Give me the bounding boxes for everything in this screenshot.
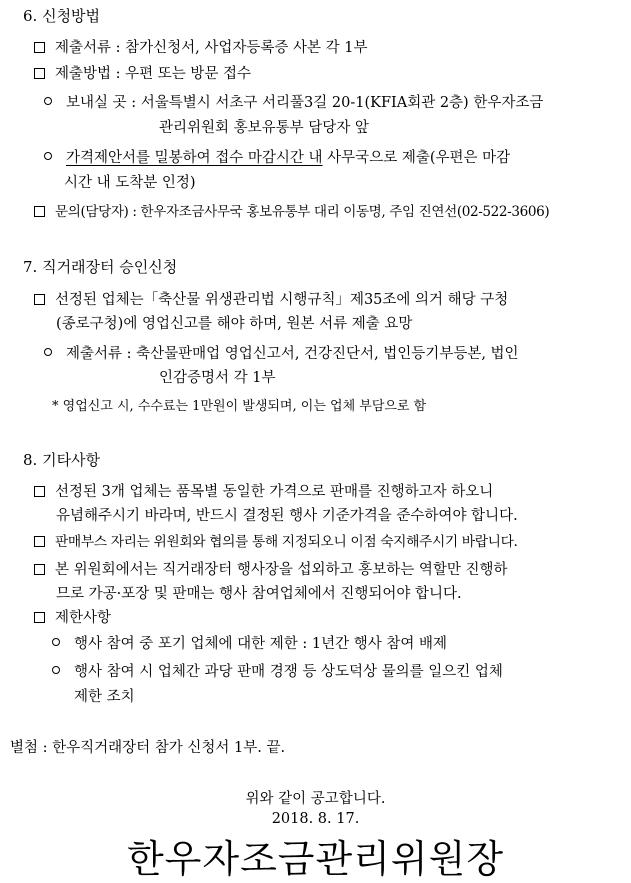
issuer-signature: 한우자조금관리위원장: [126, 837, 505, 881]
s8-item1: 선정된 3개 업체는 품목별 동일한 가격으로 판매를 진행하고자 하오니: [34, 482, 493, 502]
s6-address-cont: 관리위원회 홍보유통부 담당자 앞: [159, 120, 369, 136]
checkbox-square-icon: [34, 294, 45, 305]
s7-docs: 제출서류 : 축산물판매업 영업신고서, 건강진단서, 법인등기부등본, 법인: [44, 344, 519, 364]
s7-item1-cont: (종로구청)에 영업신고를 해야 하며, 원본 서류 제출 요망: [56, 316, 413, 332]
circle-bullet-icon: [44, 152, 52, 160]
section-8-title: 8. 기타사항: [23, 451, 101, 469]
circle-bullet-icon: [52, 666, 60, 674]
s8-item1-cont: 유념해주시기 바라며, 반드시 결정된 행사 기준가격을 준수하여야 합니다.: [56, 508, 518, 524]
circle-bullet-icon: [44, 97, 52, 105]
checkbox-square-icon: [34, 486, 45, 497]
s8-item3-cont: 므로 가공·포장 및 판매는 행사 참여업체에서 진행되어야 합니다.: [56, 586, 462, 602]
notice-date: 2018. 8. 17.: [271, 811, 360, 827]
s6-submit-method: 제출방법 : 우편 또는 방문 접수: [34, 64, 251, 84]
s8-item3: 본 위원회에서는 직거래장터 행사장을 섭외하고 홍보하는 역할만 진행하: [34, 560, 507, 580]
circle-bullet-icon: [52, 638, 60, 646]
s8-limit2-cont: 제한 조치: [74, 689, 135, 705]
checkbox-square-icon: [34, 564, 45, 575]
s6-submit-docs: 제출서류 : 참가신청서, 사업자등록증 사본 각 1부: [34, 38, 368, 58]
s6-deadline: 가격제안서를 밀봉하여 접수 마감시간 내 사무국으로 제출(우편은 마감: [44, 148, 510, 168]
s6-contact: 문의(담당자) : 한우자조금사무국 홍보유통부 대리 이동명, 주임 진연선(02-522-3606): [34, 202, 549, 222]
section-6-title: 6. 신청방법: [23, 7, 101, 25]
checkbox-square-icon: [34, 612, 45, 623]
circle-bullet-icon: [44, 348, 52, 356]
checkbox-square-icon: [34, 42, 45, 53]
s8-item2: 판매부스 자리는 위원회와 협의를 통해 지정되오니 이점 숙지해주시기 바랍니다.: [34, 532, 518, 552]
checkbox-square-icon: [34, 206, 45, 217]
s7-docs-cont: 인감증명서 각 1부: [159, 370, 276, 386]
s7-note: * 영업신고 시, 수수료는 1만원이 발생되며, 이는 업체 부담으로 함: [52, 399, 427, 414]
s8-limit1: 행사 참여 중 포기 업체에 대한 제한 : 1년간 행사 참여 배제: [52, 634, 447, 654]
s6-deadline-underlined: 가격제안서를 밀봉하여 접수 마감시간 내: [66, 150, 323, 166]
s7-item1: 선정된 업체는「축산물 위생관리법 시행규칙」제35조에 의거 해당 구청: [34, 290, 508, 310]
s6-address: 보내실 곳 : 서울특별시 서초구 서리풀3길 20-1(KFIA회관 2층) 한우자조금: [44, 93, 543, 113]
s8-limit2: 행사 참여 시 업체간 과당 판매 경쟁 등 상도덕상 물의를 일으킨 업체: [52, 662, 503, 682]
attachment-line: 별첨 : 한우직거래장터 참가 신청서 1부. 끝.: [10, 740, 286, 756]
s8-item4: 제한사항: [34, 608, 111, 628]
s6-deadline-cont: 시간 내 도착분 인정): [64, 175, 196, 191]
section-7-title: 7. 직거래장터 승인신청: [23, 258, 178, 276]
closing-statement: 위와 같이 공고합니다.: [245, 791, 386, 807]
checkbox-square-icon: [34, 536, 45, 547]
checkbox-square-icon: [34, 68, 45, 79]
